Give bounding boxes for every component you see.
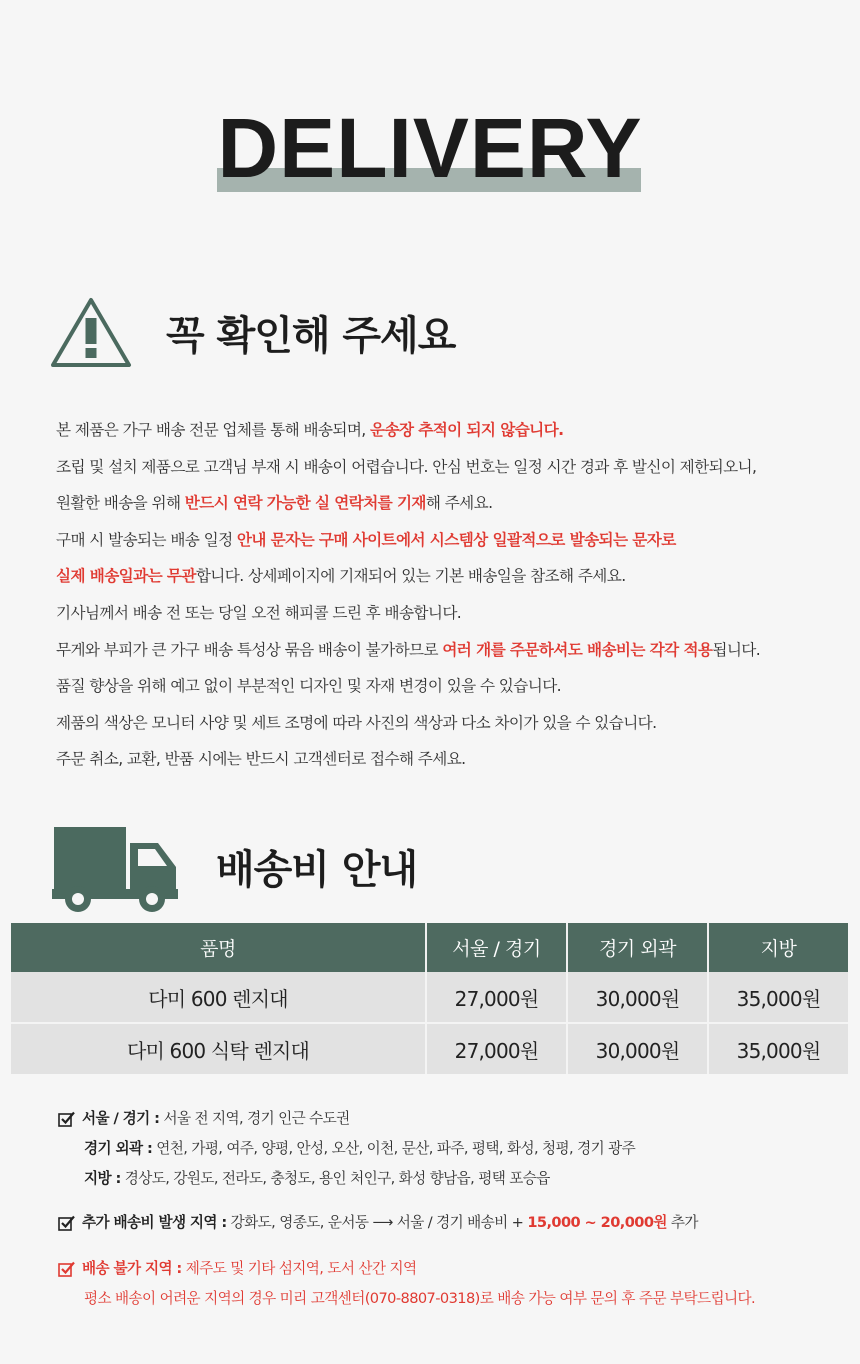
price-cell: 27,000원: [426, 1023, 567, 1074]
extra-fee-amount: 15,000 ~ 20,000원: [527, 1214, 667, 1231]
notice-highlight-text: 반드시 연락 가능한 실 연락처를 기재: [184, 494, 426, 513]
notice-text: 주문 취소, 교환, 반품 시에는 반드시 고객센터로 접수해 주세요.: [56, 750, 466, 769]
notice-text: 제품의 색상은 모니터 사양 및 세트 조명에 따라 사진의 색상과 다소 차이가 있을 수 있습니다.: [56, 713, 657, 732]
unavailable-label: 배송 불가 지역 :: [82, 1260, 182, 1277]
notice-text: 합니다. 상세페이지에 기재되어 있는 기본 배송일을 참조해 주세요.: [195, 567, 626, 586]
region-seoul-text: 서울 전 지역, 경기 인근 수도권: [159, 1110, 350, 1127]
fee-heading: 배송비 안내: [216, 847, 418, 893]
extra-fee-suffix: 추가: [666, 1214, 698, 1231]
column-header-local: 지방: [708, 923, 848, 972]
notice-text: 원활한 배송을 위해: [56, 494, 185, 513]
column-header-seoul: 서울 / 경기: [426, 923, 567, 972]
notice-highlight-text: 여러 개를 주문하셔도 배송비는 각각 적용: [442, 640, 713, 659]
notice-highlight-text: 실제 배송일과는 무관: [56, 567, 196, 586]
notice-text: 됩니다.: [712, 640, 761, 659]
table-row: [11, 1023, 848, 1074]
arrow-right-icon: ⟶: [372, 1214, 393, 1231]
notice-line: [56, 595, 846, 632]
notice-text: 구매 시 발송되는 배송 일정: [56, 530, 237, 549]
title-block: [0, 100, 860, 200]
extra-fee-areas: 강화도, 영종도, 운서동: [226, 1214, 373, 1231]
table-row: [11, 972, 848, 1023]
price-cell: 35,000원: [708, 1023, 848, 1074]
table-header-row: [11, 923, 848, 972]
price-cell: 30,000원: [567, 1023, 708, 1074]
notice-text: 조립 및 설치 제품으로 고객님 부재 시 배송이 어렵습니다. 안심 번호는 일정 시간 경과 후 발신이 제한되오니,: [56, 457, 757, 476]
extra-fee-base: 서울 / 경기 배송비 +: [392, 1214, 528, 1231]
column-header-outer: 경기 외곽: [567, 923, 708, 972]
note-region: [58, 1104, 848, 1194]
notice-line: [56, 632, 846, 669]
notice-line: [56, 522, 846, 559]
notice-text: 해 주세요.: [425, 494, 493, 513]
product-name-cell: 다미 600 렌지대: [11, 972, 426, 1023]
notice-line: [56, 741, 846, 778]
delivery-truck-icon: [52, 827, 180, 915]
notice-highlight-text: 운송장 추적이 되지 않습니다.: [370, 421, 564, 439]
notice-text: 본 제품은 가구 배송 전문 업체를 통해 배송되며,: [56, 421, 371, 439]
price-cell: 27,000원: [426, 972, 567, 1023]
notice-heading: 꼭 확인해 주세요: [166, 313, 456, 359]
page-title: DELIVERY: [217, 101, 643, 195]
notice-line: [56, 449, 846, 486]
notice-list: [56, 412, 846, 778]
warning-triangle-icon: [50, 296, 132, 368]
region-local-label: 지방 :: [84, 1170, 121, 1187]
notice-text: 품질 향상을 위해 예고 없이 부분적인 디자인 및 자재 변경이 있을 수 있습니다.: [56, 677, 562, 696]
notice-text: 기사님께서 배송 전 또는 당일 오전 해피콜 드린 후 배송합니다.: [56, 603, 462, 622]
note-unavailable: [58, 1254, 848, 1314]
fee-notes: [58, 1104, 848, 1314]
price-cell: 35,000원: [708, 972, 848, 1023]
fee-table: [11, 923, 848, 1074]
checkbox-checked-icon: [58, 1261, 75, 1277]
extra-fee-label: 추가 배송비 발생 지역 :: [82, 1214, 227, 1231]
region-seoul-label: 서울 / 경기 :: [82, 1110, 160, 1127]
region-outer-label: 경기 외곽 :: [84, 1140, 153, 1157]
notice-line: [56, 668, 846, 705]
notice-line: [56, 412, 846, 449]
checkbox-checked-icon: [58, 1215, 75, 1231]
notice-line: [56, 705, 846, 742]
region-outer-text: 연천, 가평, 여주, 양평, 안성, 오산, 이천, 문산, 파주, 평택, 화성, 청평, 경기 광주: [152, 1140, 636, 1157]
notice-highlight-text: 안내 문자는 구매 사이트에서 시스템상 일괄적으로 발송되는 문자로: [236, 530, 676, 549]
region-local-text: 경상도, 강원도, 전라도, 충청도, 용인 처인구, 화성 향남읍, 평택 포승읍: [120, 1170, 550, 1187]
notice-text: 무게와 부피가 큰 가구 배송 특성상 묶음 배송이 불가하므로: [56, 640, 443, 659]
notice-line: [56, 485, 846, 522]
notice-line: [56, 558, 846, 595]
note-extra-fee: [58, 1208, 848, 1238]
product-name-cell: 다미 600 식탁 렌지대: [11, 1023, 426, 1074]
checkbox-checked-icon: [58, 1111, 75, 1127]
column-header-product: 품명: [11, 923, 426, 972]
unavailable-note: 평소 배송이 어려운 지역의 경우 미리 고객센터(070-8807-0318)로 배송 가능 여부 문의 후 주문 부탁드립니다.: [84, 1290, 756, 1307]
unavailable-areas: 제주도 및 기타 섬지역, 도서 산간 지역: [181, 1260, 417, 1277]
price-cell: 30,000원: [567, 972, 708, 1023]
